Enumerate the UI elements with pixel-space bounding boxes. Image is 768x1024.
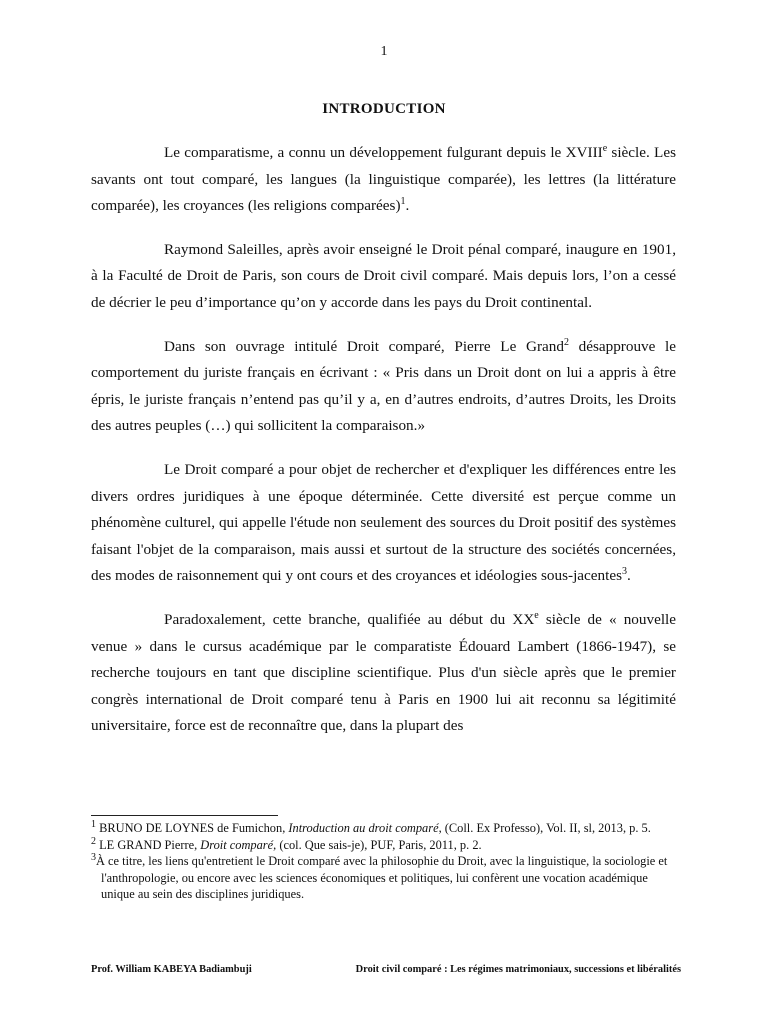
footer-course: Droit civil comparé : Les régimes matrimoniaux, successions et libéralités [355, 964, 681, 975]
page-footer [91, 964, 681, 975]
paragraph: Paradoxalement, cette branche, qualifiée au début du XXe siècle de « nouvelle venue » dans le cursus académique par le comparatiste Édouard Lambert (1866-1947), se recherche toujours en tant que discipline scientifique. Plus d'un siècle après que le premier congrès international de Droit comparé tenu à Paris en 1900 lui ait reconnu sa légitimité universitaire, force est de reconnaître que, dans la plupart des [91, 609, 677, 735]
superscript: e [534, 609, 539, 621]
footnote-title: Droit comparé, [200, 837, 277, 852]
footnotes [91, 820, 681, 903]
footnote-number: 1 [91, 818, 96, 830]
footnote-number: 2 [91, 835, 96, 847]
footnote: $^1$ BRUNO DE LOYNES de Fumichon, Introduction au droit comparé, (Coll. Ex Professo), Vol. II, sl, 2013, p. 5. [91, 818, 651, 835]
footnote-divider [91, 815, 278, 816]
footnote: $^2$ LE GRAND Pierre, Droit comparé, (col. Que sais-je), PUF, Paris, 2011, p. 2. [91, 835, 482, 852]
footnote: $^3$À ce titre, les liens qu'entretient le Droit comparé avec la philosophie du Droit, avec la linguistique, la sociologie et l'anthropologie, ou encore avec les sciences économiques et politiques, lui confèrent une vocation académique unique au sein des disciplines juridiques. [91, 852, 668, 902]
paragraph: Le Droit comparé a pour objet de rechercher et d'expliquer les différences entre les divers ordres juridiques à une époque déterminée. Cette diversité est perçue comme un phénomène culturel, qui appelle l'étude non seulement des sources du Droit positif des systèmes faisant l'objet de la comparaison, mais aussi et surtout de la structure des sociétés concernées, des modes de raisonnement qui y ont cours et des croyances et idéologies sous-jacentes$^3$. [91, 460, 676, 585]
footnote-number: 3 [91, 852, 96, 864]
paragraph: Dans son ouvrage intitulé Droit comparé, Pierre Le Grand$^2$ désapprouve le comportement du juriste français en écrivant : « Pris dans un Droit dont on lui a appris à être épris, le juriste français n’entend pas qu’il y a, en d’autres endroits, d’autres Droits, les Droits des autres peuples (…) qui sollicitent la comparaison.» [91, 336, 676, 435]
paragraph: Le comparatisme, a connu un développement fulgurant depuis le XVIIIe siècle. Les savants ont tout comparé, les langues (la linguistique comparée), les lettres (la littérature comparée), les croyances (les religions comparées)$^1$. [91, 142, 676, 215]
page-number: 1 [380, 44, 388, 59]
section-title: INTRODUCTION [322, 101, 446, 117]
footnote-ref[interactable]: 3 [622, 566, 627, 578]
footnote-ref[interactable]: 1 [400, 196, 406, 208]
footer-author: Prof. William KABEYA Badiambuji [91, 964, 252, 975]
footnote-title: Introduction au droit comparé [288, 821, 439, 835]
body-text [91, 140, 676, 757]
paragraph: Raymond Saleilles, après avoir enseigné le Droit pénal comparé, inaugure en 1901, à la Faculté de Droit de Paris, son cours de Droit civil comparé. Mais depuis lors, l’on a cessé de décrier le peu d’importance qu’on y accorde dans les pays du Droit continental. [91, 240, 676, 311]
footnote-ref[interactable]: 2 [563, 336, 569, 348]
superscript: e [602, 142, 608, 154]
